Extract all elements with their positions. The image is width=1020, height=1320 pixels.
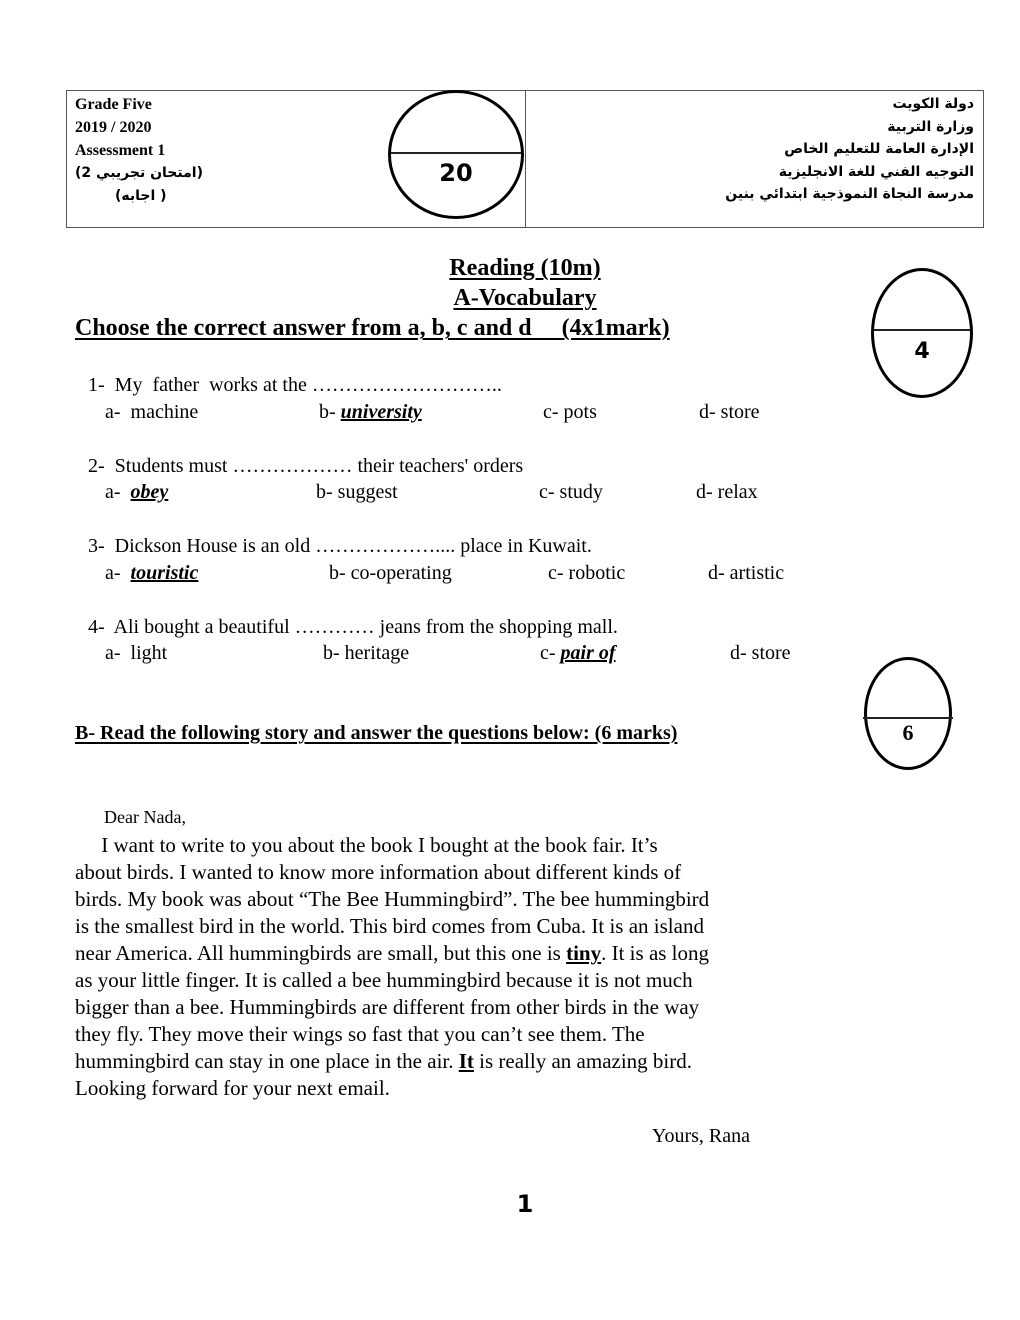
- question-1-option-c: c- pots: [543, 401, 597, 423]
- question-3-text: 3- Dickson House is an old ……………….... place in Kuwait.: [88, 535, 592, 557]
- underlined-word-tiny: tiny: [566, 941, 602, 965]
- section-b-score-value: 6: [902, 720, 914, 745]
- story-line: they fly. They move their wings so fast that you can’t see them. The: [75, 1022, 645, 1046]
- country-label: دولة الكويت: [892, 96, 974, 112]
- grade-label: Grade Five: [75, 96, 152, 113]
- story-line: is the smallest bird in the world. This bird comes from Cuba. It is an island: [75, 914, 704, 938]
- story-line: I want to write to you about the book I bought at the book fair. It’s: [75, 833, 658, 857]
- question-2-option-b: b- suggest: [316, 481, 398, 503]
- question-3-option-b: b- co-operating: [329, 562, 452, 584]
- question-2-option-a: a- obey: [105, 481, 169, 503]
- story-line: birds. My book was about “The Bee Hummingbird”. The bee hummingbird: [75, 887, 710, 911]
- assessment-label: Assessment 1: [75, 142, 166, 159]
- question-1-option-b: b- university: [319, 401, 422, 423]
- header-divider: [525, 91, 526, 227]
- header-exam-info: [75, 93, 215, 208]
- question-2-text: 2- Students must ……………… their teachers' orders: [88, 455, 524, 477]
- question-2-option-c: c- study: [539, 481, 603, 503]
- header-school-info: [725, 93, 974, 206]
- question-3-option-d: d- artistic: [708, 562, 785, 584]
- story-line: bigger than a bee. Hummingbirds are different from other birds in the way: [75, 995, 700, 1019]
- letter-greeting: Dear Nada,: [104, 807, 186, 827]
- score-divider-line: [874, 329, 970, 331]
- total-score-circle: [388, 90, 524, 219]
- section-b-score-oval: [864, 657, 952, 770]
- department-label: الإدارة العامة للتعليم الخاص: [784, 141, 974, 157]
- school-name-label: مدرسة النجاة النموذجية ابتدائي بنين: [725, 186, 974, 202]
- total-score-value: 20: [439, 159, 473, 187]
- section-a-score-value: 4: [914, 339, 930, 364]
- question-1-option-a: a- machine: [105, 401, 199, 423]
- story-line: near America. All hummingbirds are small, but this one is tiny. It is as long: [75, 941, 710, 965]
- correct-answer: obey: [130, 481, 169, 503]
- story-passage: [75, 832, 790, 1102]
- correct-answer: pair of: [560, 642, 616, 664]
- story-line: hummingbird can stay in one place in the air. It is really an amazing bird.: [75, 1049, 692, 1073]
- year-label: 2019 / 2020: [75, 119, 152, 136]
- correct-answer: university: [340, 401, 422, 423]
- section-title: Reading (10m): [449, 255, 601, 281]
- story-line: about birds. I wanted to know more information about different kinds of: [75, 860, 682, 884]
- trial-exam-label: (امتحان تجريبي 2): [75, 165, 203, 181]
- score-divider-line: [391, 152, 521, 154]
- question-4-option-d: d- store: [730, 642, 791, 664]
- section-a-instruction: Choose the correct answer from a, b, c and d (4x1mark): [75, 315, 670, 341]
- story-line: as your little finger. It is called a bee hummingbird because it is not much: [75, 968, 693, 992]
- question-4-option-a: a- light: [105, 642, 168, 664]
- page-number: 1: [516, 1190, 534, 1218]
- section-b-instruction: B- Read the following story and answer the questions below: (6 marks): [75, 722, 678, 744]
- header-box: [66, 90, 984, 228]
- question-1-text: 1- My father works at the ………………………..: [88, 374, 502, 396]
- question-4-text: 4- Ali bought a beautiful ………… jeans from the shopping mall.: [88, 616, 618, 638]
- story-line: Looking forward for your next email.: [75, 1076, 390, 1100]
- section-a-score-oval: [871, 268, 973, 398]
- letter-signoff: Yours, Rana: [652, 1125, 750, 1147]
- supervision-label: التوجيه الفني للغة الانجليزية: [778, 163, 974, 180]
- answer-key-label: ( اجابه): [115, 188, 167, 204]
- score-divider-line: [863, 717, 953, 719]
- question-1-option-d: d- store: [699, 401, 760, 423]
- ministry-label: وزارة التربية: [887, 118, 974, 135]
- question-2-option-d: d- relax: [696, 481, 758, 503]
- question-4-option-b: b- heritage: [323, 642, 410, 664]
- correct-answer: touristic: [130, 562, 199, 584]
- question-3-option-a: a- touristic: [105, 562, 199, 584]
- question-4-option-c: c- pair of: [540, 642, 616, 664]
- underlined-word-it: It: [458, 1049, 474, 1073]
- question-3-option-c: c- robotic: [548, 562, 626, 584]
- section-subtitle: A-Vocabulary: [453, 285, 597, 311]
